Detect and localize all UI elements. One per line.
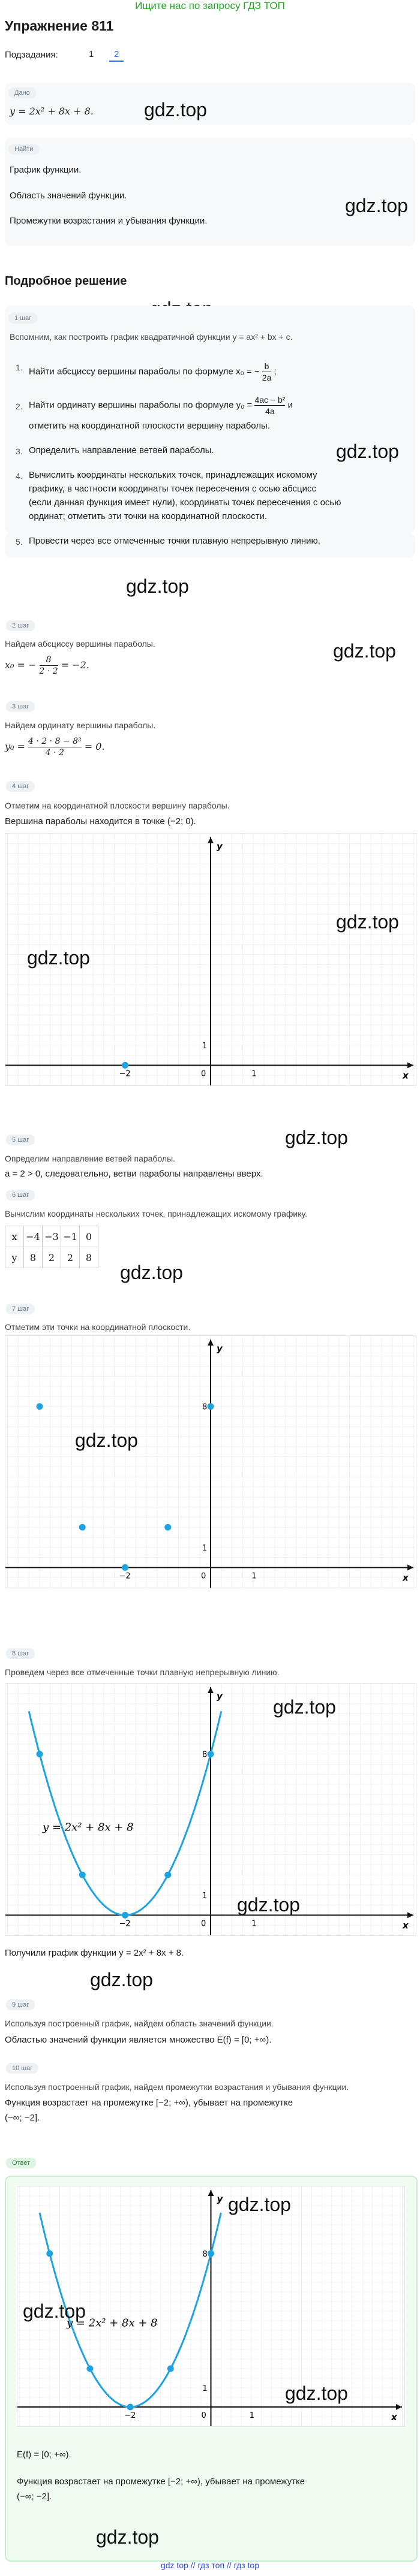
list-number: 4. <box>16 471 23 481</box>
formula <box>5 736 104 758</box>
x-axis-arrow <box>396 2404 402 2410</box>
answer-range: E(f) = [0; +∞). <box>17 2450 71 2460</box>
tick-label: 1 <box>251 1069 257 1079</box>
step-text: Используя построенный график, найдем область значений функции. <box>5 2019 274 2028</box>
tick-label: −2 <box>119 1571 131 1581</box>
given-badge: Дано <box>8 88 36 98</box>
formula-lhs: y₀ = <box>5 741 25 752</box>
step-badge: 5 шаг <box>6 1135 35 1145</box>
step-text: Вычислим координаты нескольких точек, принадлежащих искомому графику. <box>5 1209 308 1218</box>
list-item-line: ординат; отметить эти точки на координатной плоскости. <box>29 511 268 521</box>
data-point <box>122 1062 128 1069</box>
formula-lhs: x₀ = − <box>5 659 37 671</box>
step-result: Получили график функции y = 2x² + 8x + 8. <box>5 1948 184 1958</box>
watermark: gdz.top <box>285 1127 348 1148</box>
data-point <box>167 2366 174 2372</box>
data-point <box>164 1872 171 1878</box>
graph-points <box>5 1335 416 1588</box>
list-item-line: (если данная функция имеет нули), координаты точек пересечения с осью <box>29 497 341 508</box>
fraction <box>254 394 285 417</box>
watermark: gdz.top <box>144 99 207 120</box>
step-1-box <box>5 306 415 533</box>
data-point <box>208 1403 214 1410</box>
fraction-denominator: 2a <box>262 373 272 382</box>
data-point <box>208 2251 214 2257</box>
step-text: Найдем ординату вершины параболы. <box>5 720 156 730</box>
values-table <box>5 1226 98 1268</box>
step-text: Используя построенный график, найдем промежутки возрастания и убывания функции. <box>5 2082 349 2092</box>
tick-label: 1 <box>251 1919 257 1929</box>
data-point <box>208 1751 214 1757</box>
table-cell: 2 <box>43 1247 61 1268</box>
find-item: Область значений функции. <box>10 191 127 201</box>
list-item-tail: и <box>287 400 293 411</box>
watermark: gdz.top <box>75 1429 138 1451</box>
table-cell: −4 <box>24 1226 43 1247</box>
x-axis-label: x <box>403 1920 409 1931</box>
x-axis-label: x <box>391 2412 397 2423</box>
tick-label: 1 <box>202 2384 208 2393</box>
search-banner[interactable]: Ищите нас по запросу ГДЗ ТОП <box>135 0 285 11</box>
step-text: Вспомним, как построить график квадратичной функции y = ax² + bx + c. <box>10 332 293 342</box>
fraction-denominator: 2 · 2 <box>39 666 58 676</box>
list-item-text: Найти ординату вершины параболы по формуле y₀ = <box>29 400 253 411</box>
step-badge: 8 шаг <box>6 1648 35 1659</box>
watermark: gdz.top <box>120 1262 183 1283</box>
step-text: Отметим на координатной плоскости вершину параболы. <box>5 801 230 810</box>
y-axis-arrow <box>208 837 214 843</box>
watermark: gdz.top <box>27 947 90 969</box>
watermark: gdz.top <box>237 1894 300 1916</box>
step-result: (−∞; −2]. <box>5 2113 40 2123</box>
list-number: 3. <box>16 447 23 456</box>
watermark: gdz.top <box>126 575 189 597</box>
step-result: a = 2 > 0, следовательно, ветви параболы направлены вверх. <box>5 1169 263 1179</box>
data-point <box>127 2404 134 2411</box>
table-cell: −3 <box>43 1226 61 1247</box>
solution-title: Подробное решение <box>5 275 127 288</box>
origin-label: 0 <box>201 1919 206 1929</box>
data-point <box>122 1912 128 1919</box>
data-point <box>37 1751 43 1757</box>
list-item: Вычислить координаты нескольких точек, принадлежащих искомому <box>29 470 317 480</box>
curve-label: y = 2x² + 8x + 8 <box>43 1821 134 1834</box>
answer-monotonic: (−∞; −2]. <box>17 2491 52 2502</box>
find-item: Промежутки возрастания и убывания функции. <box>10 216 208 226</box>
tick-label: 1 <box>202 1543 208 1553</box>
answer-monotonic: Функция возрастает на промежутке [−2; +∞), убывает на промежутке <box>17 2477 305 2487</box>
formula-rhs: = 0. <box>84 741 105 752</box>
data-point <box>86 2366 93 2372</box>
step-badge: 9 шаг <box>6 1999 35 2010</box>
watermark: gdz.top <box>273 1696 336 1718</box>
answer-box <box>5 2176 418 2562</box>
data-point <box>79 1872 86 1878</box>
origin-label: 0 <box>201 1069 206 1079</box>
table-row <box>5 1226 98 1247</box>
step-text: Определим направление ветвей параболы. <box>5 1154 176 1163</box>
fraction-numerator: 4 · 2 · 8 − 8² <box>28 737 82 746</box>
given-box <box>5 83 415 125</box>
step-badge: 7 шаг <box>6 1304 35 1314</box>
y-axis-arrow <box>208 2190 214 2196</box>
origin-label: 0 <box>201 2411 206 2420</box>
fraction-numerator: 4ac − b² <box>254 395 286 405</box>
page-title: Упражнение 811 <box>5 18 114 34</box>
step-result: Вершина параболы находится в точке (−2; 0). <box>5 816 196 827</box>
tick-label: 1 <box>202 1891 208 1901</box>
y-axis-label: y <box>217 1343 223 1354</box>
x-axis-arrow <box>407 1062 413 1068</box>
coordinate-plane <box>5 1336 416 1588</box>
tick-label: −2 <box>119 1919 131 1929</box>
fraction <box>28 736 82 758</box>
y-axis-label: y <box>217 2194 223 2204</box>
tab-subtask-1[interactable]: 1 <box>89 49 94 59</box>
find-box <box>5 138 415 246</box>
fraction-numerator: b <box>262 361 272 372</box>
tick-label: 1 <box>202 1041 208 1051</box>
step-badge: 1 шаг <box>8 313 37 324</box>
watermark: gdz.top <box>228 2194 291 2215</box>
watermark: gdz.top <box>90 1969 153 1990</box>
list-item <box>29 361 277 383</box>
x-axis-arrow <box>407 1564 413 1570</box>
data-point <box>79 1524 86 1531</box>
find-badge: Найти <box>8 144 39 155</box>
list-item-text: Найти абсциссу вершины параболы по формуле x₀ = − <box>29 366 260 377</box>
y-axis-arrow <box>208 1687 214 1693</box>
formula-rhs: = −2. <box>61 659 89 671</box>
data-point <box>46 2251 53 2257</box>
table-header: y <box>5 1247 24 1268</box>
step-result: Функция возрастает на промежутке [−2; +∞), убывает на промежутке <box>5 2098 293 2108</box>
fraction <box>262 361 272 383</box>
tick-label: 8 <box>202 2250 208 2259</box>
fraction-denominator: 4a <box>265 406 275 416</box>
data-point <box>122 1564 128 1571</box>
list-item-tail: ; <box>274 366 277 377</box>
tab-subtask-2[interactable]: 2 <box>109 48 124 62</box>
footer-links[interactable]: gdz top // гдз топ // гдз top <box>160 2560 260 2570</box>
answer-badge: Ответ <box>6 2158 36 2168</box>
step-badge: 6 шаг <box>6 1190 35 1200</box>
coordinate-plane <box>5 1684 416 1935</box>
tick-label: 1 <box>249 2411 254 2420</box>
step-result: Областью значений функции является множество E(f) = [0; +∞). <box>5 2035 272 2045</box>
table-header: x <box>5 1226 24 1247</box>
given-formula: y = 2x² + 8x + 8. <box>10 105 94 117</box>
list-item: Провести через все отмеченные точки плавную непрерывную линию. <box>29 536 320 546</box>
fraction <box>40 654 58 677</box>
subtasks-label: Подзадания: <box>5 50 58 60</box>
table-cell: 8 <box>24 1247 43 1268</box>
x-axis-arrow <box>407 1912 413 1918</box>
list-item <box>29 394 293 417</box>
step-text: Проведем через все отмеченные точки плавную непрерывную линию. <box>5 1667 280 1677</box>
fraction-numerator: 8 <box>40 654 58 666</box>
table-cell: 0 <box>80 1226 98 1247</box>
data-point <box>164 1524 171 1531</box>
table-cell: 2 <box>61 1247 80 1268</box>
graph-curve <box>5 1683 416 1936</box>
watermark: gdz.top <box>336 441 399 462</box>
curve-label: y = 2x² + 8x + 8 <box>67 2316 158 2330</box>
step-text: Найдем абсциссу вершины параболы. <box>5 639 155 648</box>
tick-label: −2 <box>119 1069 131 1079</box>
list-item: Определить направление ветвей параболы. <box>29 445 214 456</box>
list-number: 5. <box>16 537 23 547</box>
tick-label: 8 <box>202 1750 208 1760</box>
y-axis-label: y <box>217 1691 223 1702</box>
table-row <box>5 1247 98 1268</box>
step-badge: 3 шаг <box>6 701 35 712</box>
watermark: gdz.top <box>23 2300 86 2322</box>
table-cell: 8 <box>80 1247 98 1268</box>
watermark: gdz.top <box>285 2382 348 2404</box>
find-item: График функции. <box>10 165 82 175</box>
list-item-line: отметить на координатной плоскости вершину параболы. <box>29 421 270 431</box>
y-axis-arrow <box>208 1340 214 1346</box>
step-badge: 4 шаг <box>6 781 35 792</box>
watermark: gdz.top <box>333 640 396 662</box>
list-number: 1. <box>16 363 23 372</box>
data-point <box>37 1403 43 1410</box>
watermark: gdz.top <box>345 195 408 216</box>
step-badge: 2 шаг <box>6 620 35 631</box>
watermark: gdz.top <box>96 2526 159 2548</box>
fraction-denominator: 4 · 2 <box>45 748 64 758</box>
tick-label: 1 <box>251 1571 257 1581</box>
y-axis-label: y <box>217 841 223 852</box>
tick-label: 8 <box>202 1402 208 1412</box>
step-badge: 10 шаг <box>6 2063 38 2074</box>
x-axis-label: x <box>403 1070 409 1081</box>
step-1-box-end <box>5 533 415 557</box>
origin-label: 0 <box>201 1571 206 1581</box>
tick-label: −2 <box>124 2411 136 2420</box>
watermark: gdz.top <box>336 911 399 933</box>
list-number: 2. <box>16 402 23 411</box>
table-cell: −1 <box>61 1226 80 1247</box>
step-text: Отметим эти точки на координатной плоскости. <box>5 1322 191 1332</box>
list-item-line: графику, в частности координаты точек пересечения с осью абсцисс <box>29 484 316 494</box>
x-axis-label: x <box>403 1572 409 1583</box>
formula <box>5 654 89 677</box>
